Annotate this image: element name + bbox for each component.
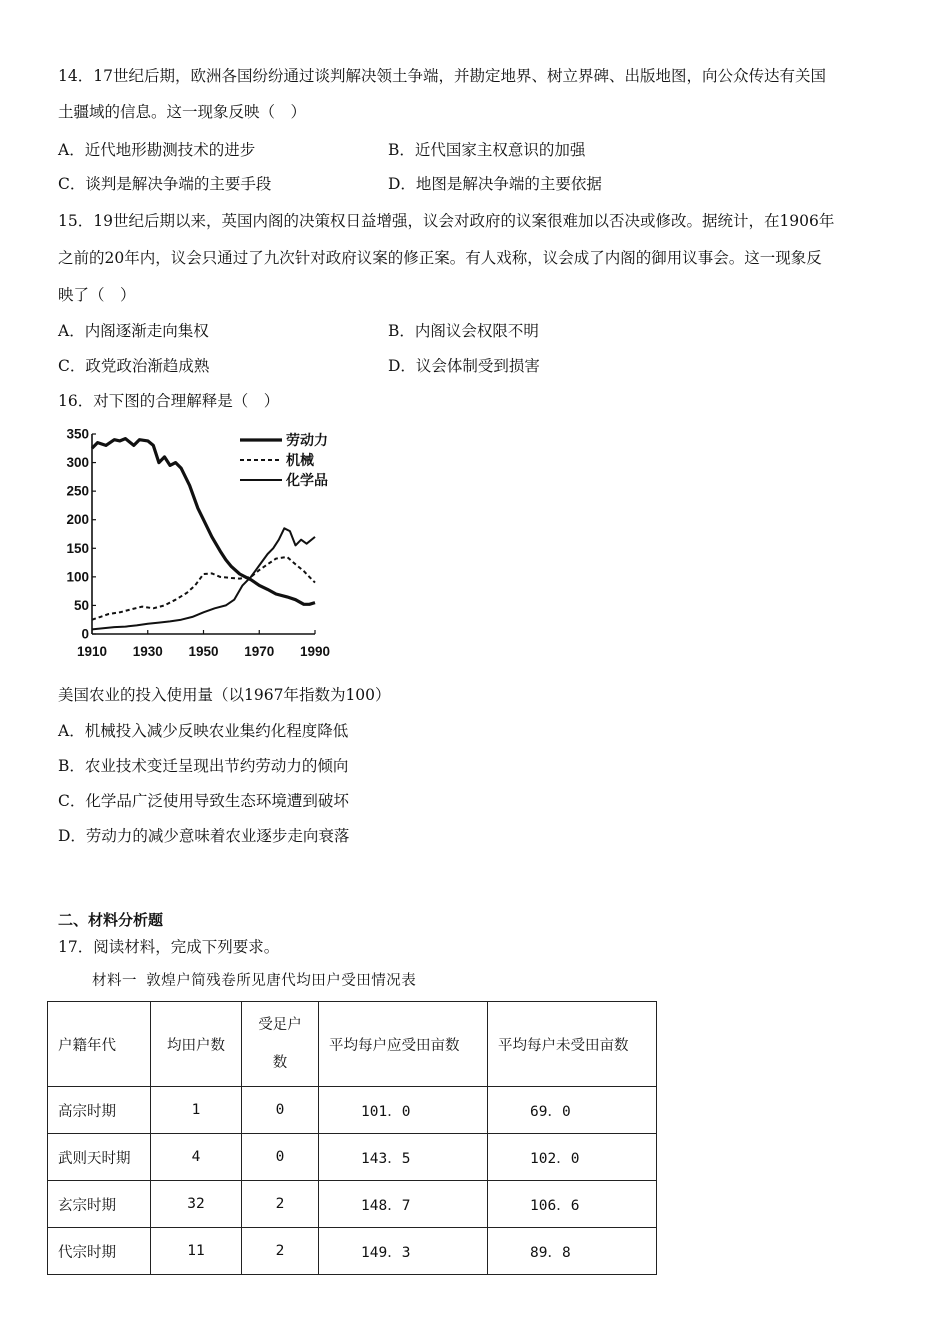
table-cell: 0	[242, 1087, 319, 1134]
series-line-2	[92, 557, 315, 620]
table-row	[48, 1087, 657, 1134]
x-tick-label: 1930	[132, 644, 163, 659]
table-cell: 1	[151, 1087, 242, 1134]
table-cell: 32	[151, 1181, 242, 1228]
table-cell: 代宗时期	[48, 1228, 151, 1275]
table-cell: 武则天时期	[48, 1134, 151, 1181]
x-tick-label: 1950	[188, 644, 219, 659]
q14-option-a[interactable]: A．近代地形勘测技术的进步	[58, 141, 256, 159]
y-tick-label: 100	[66, 569, 89, 585]
q16-option-b[interactable]: B．农业技术变迁呈现出节约劳动力的倾向	[58, 757, 349, 775]
legend-label: 化学品	[286, 472, 328, 488]
q16-option-d[interactable]: D．劳动力的减少意味着农业逐步走向衰落	[58, 827, 350, 845]
agriculture-input-chart	[66, 422, 350, 662]
q15-option-a[interactable]: A．内阁逐渐走向集权	[58, 322, 209, 340]
section-title: 二、材料分析题	[58, 911, 164, 929]
header-cell: 平均每户应受田亩数	[319, 1002, 488, 1087]
q14-option-c[interactable]: C．谈判是解决争端的主要手段	[58, 175, 272, 193]
table-cell: 2	[242, 1228, 319, 1275]
table-row	[48, 1134, 657, 1181]
q14-stem-line2: 土疆域的信息。这一现象反映（ ）	[58, 103, 307, 121]
q16-option-c[interactable]: C．化学品广泛使用导致生态环境遭到破坏	[58, 792, 349, 810]
q15-option-d[interactable]: D．议会体制受到损害	[388, 357, 540, 375]
q17-stem: 17．阅读材料，完成下列要求。	[58, 938, 280, 956]
table-row	[48, 1228, 657, 1275]
q15-option-b[interactable]: B．内阁议会权限不明	[388, 322, 539, 340]
table-cell: 0	[242, 1134, 319, 1181]
header-cell: 受足户数	[242, 1002, 319, 1087]
table-row	[48, 1181, 657, 1228]
table-cell: 4	[151, 1134, 242, 1181]
header-cell: 平均每户未受田亩数	[488, 1002, 657, 1087]
land-allocation-table	[47, 1001, 657, 1275]
q15-option-c[interactable]: C．政党政治渐趋成熟	[58, 357, 210, 375]
table-cell: 11	[151, 1228, 242, 1275]
x-tick-label: 1910	[76, 644, 108, 659]
table-cell: 143．5	[319, 1134, 488, 1181]
table-cell: 149．3	[319, 1228, 488, 1275]
y-tick-label: 350	[66, 426, 89, 442]
header-cell: 均田户数	[151, 1002, 242, 1087]
x-tick-label: 1970	[244, 644, 275, 659]
q15-stem-line1: 15．19世纪后期以来，英国内阁的决策权日益增强，议会对政府的议案很难加以否决或修改。据统计，在1906年	[58, 212, 835, 230]
y-tick-label: 300	[66, 455, 89, 471]
y-tick-label: 200	[66, 512, 89, 528]
legend-label: 劳动力	[286, 432, 328, 448]
table-caption: 材料一 敦煌户简残卷所见唐代均田户受田情况表	[92, 973, 417, 989]
q15-stem-line2: 之前的20年内，议会只通过了九次针对政府议案的修正案。有人戏称，议会成了内阁的御用议事会。这一现象反	[58, 249, 822, 267]
table-cell: 148．7	[319, 1181, 488, 1228]
series-line-1	[92, 439, 315, 605]
y-tick-label: 250	[66, 483, 89, 499]
legend-label: 机械	[286, 452, 314, 468]
q16-option-a[interactable]: A．机械投入减少反映农业集约化程度降低	[58, 722, 349, 740]
q14-stem-line1: 14．17世纪后期，欧洲各国纷纷通过谈判解决领土争端，并勘定地界、树立界碑、出版地图，向公众传达有关国	[58, 67, 826, 85]
chart-caption: 美国农业的投入使用量（以1967年指数为100）	[58, 686, 391, 704]
q14-option-d[interactable]: D．地图是解决争端的主要依据	[388, 175, 602, 193]
q16-stem: 16．对下图的合理解释是（ ）	[58, 392, 280, 410]
table-cell: 玄宗时期	[48, 1181, 151, 1228]
x-tick-label: 1990	[299, 644, 331, 659]
table-cell: 2	[242, 1181, 319, 1228]
table-cell: 69．0	[488, 1087, 657, 1134]
y-tick-label: 150	[66, 540, 89, 556]
series-line-3	[92, 528, 315, 629]
table-header-row	[48, 1002, 657, 1087]
y-tick-label: 0	[81, 626, 89, 642]
table-cell: 106．6	[488, 1181, 657, 1228]
y-tick-label: 50	[73, 597, 89, 613]
table-cell: 89．8	[488, 1228, 657, 1275]
header-cell: 户籍年代	[48, 1002, 151, 1087]
q15-stem-line3: 映了（ ）	[58, 286, 136, 304]
table-cell: 102．0	[488, 1134, 657, 1181]
q14-option-b[interactable]: B．近代国家主权意识的加强	[388, 141, 586, 159]
table-cell: 101．0	[319, 1087, 488, 1134]
table-cell: 高宗时期	[48, 1087, 151, 1134]
